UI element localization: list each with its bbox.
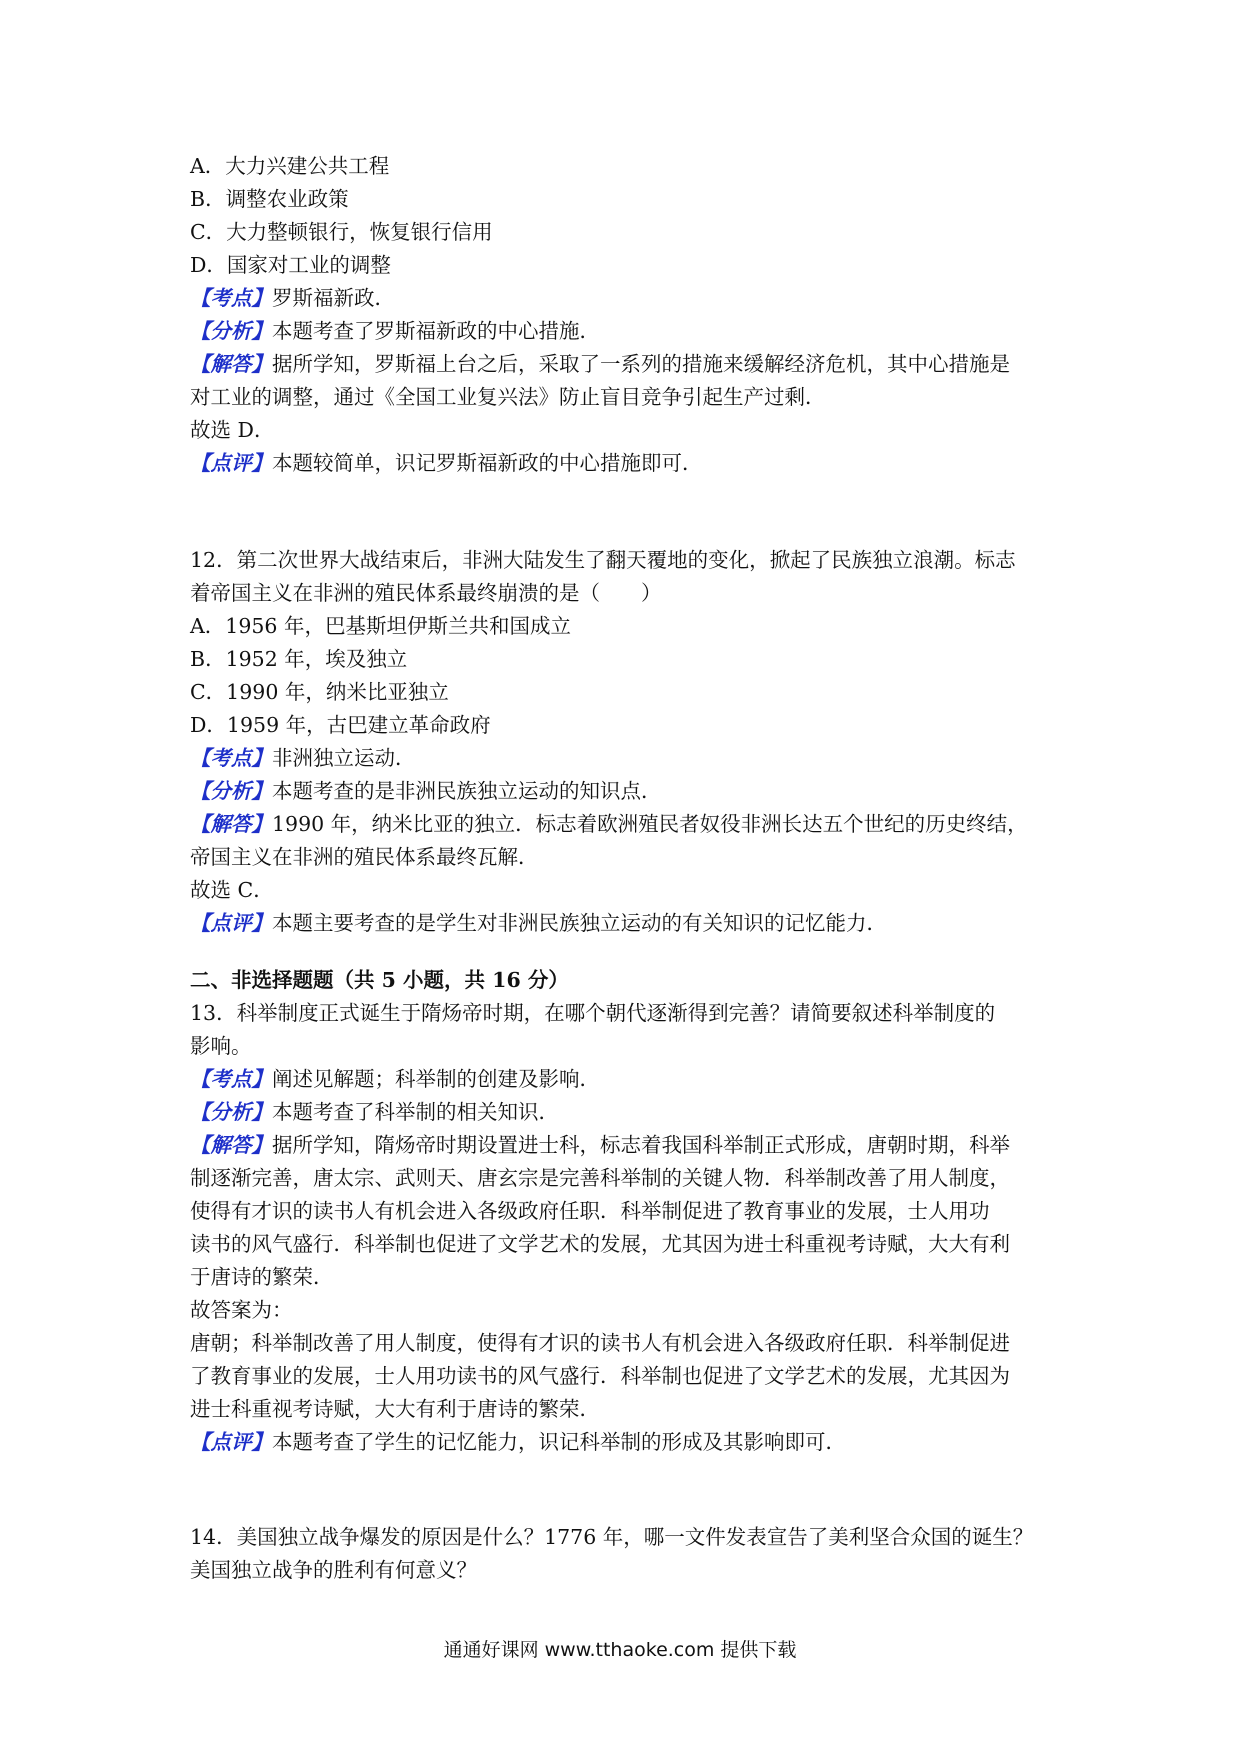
q13-jieda-line-5: 于唐诗的繁荣．	[190, 1265, 334, 1289]
q13-answer-line-2: 了教育事业的发展，士人用功读书的风气盛行．科举制也促进了文学艺术的发展，尤其因为	[190, 1364, 1010, 1388]
kaodian-text: 非洲独立运动．	[272, 746, 416, 770]
jieda-label: 【解答】	[190, 1133, 272, 1157]
jieda-text: 据所学知，隋炀帝时期设置进士科，标志着我国科举制正式形成，唐朝时期，科举	[272, 1133, 1010, 1157]
q12-stem: 12．第二次世界大战结束后，非洲大陆发生了翻天覆地的变化，掀起了民族独立浪潮。标志	[190, 548, 1016, 572]
q11-jieda-line-2: 对工业的调整，通过《全国工业复兴法》防止盲目竞争引起生产过剩．	[190, 385, 826, 409]
q11-option-d: D．国家对工业的调整	[190, 253, 391, 277]
q12-fenxi	[190, 775, 1070, 808]
q13-answer-line-3: 进士科重视考诗赋，大大有利于唐诗的繁荣．	[190, 1397, 600, 1421]
q14-stem-line-2: 美国独立战争的胜利有何意义？	[190, 1558, 477, 1582]
kaodian-label: 【考点】	[190, 286, 272, 310]
q11-option-a: A．大力兴建公共工程	[190, 154, 390, 178]
jieda-label: 【解答】	[190, 812, 272, 836]
q13-stem: 13．科举制度正式诞生于隋炀帝时期，在哪个朝代逐渐得到完善？请简要叙述科举制度的	[190, 1001, 996, 1025]
fenxi-text: 本题考查了罗斯福新政的中心措施．	[272, 319, 600, 343]
q13-kaodian	[190, 1063, 1070, 1096]
q11-option-c: C．大力整顿银行，恢复银行信用	[190, 220, 493, 244]
q11-option-b: B．调整农业政策	[190, 187, 349, 211]
fenxi-label: 【分析】	[190, 319, 272, 343]
q11-dianping	[190, 447, 1070, 480]
q12-option-b: B．1952 年，埃及独立	[190, 647, 408, 671]
section-title: 二、非选择题题（共 5 小题，共 16 分）	[190, 968, 569, 992]
fenxi-label: 【分析】	[190, 779, 272, 803]
q13-jieda-line-3: 使得有才识的读书人有机会进入各级政府任职．科举制促进了教育事业的发展，士人用功	[190, 1199, 990, 1223]
q13-dianping	[190, 1426, 1070, 1459]
q12-answer: 故选 C．	[190, 878, 274, 902]
kaodian-label: 【考点】	[190, 746, 272, 770]
q13-jieda-line-4: 读书的风气盛行．科举制也促进了文学艺术的发展，尤其因为进士科重视考诗赋，大大有利	[190, 1232, 1010, 1256]
q12-dianping	[190, 907, 1070, 940]
q12-option-d: D．1959 年，古巴建立革命政府	[190, 713, 491, 737]
fenxi-text: 本题考查的是非洲民族独立运动的知识点．	[272, 779, 662, 803]
q12-option-c: C．1990 年，纳米比亚独立	[190, 680, 449, 704]
q11-jieda	[190, 348, 1070, 381]
q13-answer-head: 故答案为：	[190, 1298, 293, 1322]
dianping-label: 【点评】	[190, 451, 272, 475]
kaodian-label: 【考点】	[190, 1067, 272, 1091]
q13-jieda	[190, 1129, 1070, 1162]
jieda-text: 据所学知，罗斯福上台之后，采取了一系列的措施来缓解经济危机，其中心措施是	[272, 352, 1010, 376]
dianping-label: 【点评】	[190, 1430, 272, 1454]
q13-fenxi	[190, 1096, 1070, 1129]
q13-answer-line-1: 唐朝；科举制改善了用人制度，使得有才识的读书人有机会进入各级政府任职．科举制促进	[190, 1331, 1010, 1355]
q11-kaodian	[190, 282, 1070, 315]
kaodian-text: 罗斯福新政．	[272, 286, 395, 310]
q12-jieda	[190, 808, 1070, 841]
q13-stem-line-2: 影响。	[190, 1034, 252, 1058]
dianping-text: 本题考查了学生的记忆能力，识记科举制的形成及其影响即可．	[272, 1430, 846, 1454]
fenxi-label: 【分析】	[190, 1100, 272, 1124]
jieda-text: 1990 年，纳米比亚的独立．标志着欧洲殖民者奴役非洲长达五个世纪的历史终结，	[272, 812, 1028, 836]
q11-fenxi	[190, 315, 1070, 348]
q12-stem-line-2: 着帝国主义在非洲的殖民体系最终崩溃的是（ ）	[190, 581, 662, 605]
q14-stem: 14．美国独立战争爆发的原因是什么？1776 年，哪一文件发表宣告了美利坚合众国的诞生？	[190, 1525, 1034, 1549]
dianping-text: 本题主要考查的是学生对非洲民族独立运动的有关知识的记忆能力．	[272, 911, 887, 935]
dianping-text: 本题较简单，识记罗斯福新政的中心措施即可．	[272, 451, 703, 475]
document-body	[190, 150, 1070, 1587]
q12-option-a: A．1956 年，巴基斯坦伊斯兰共和国成立	[190, 614, 571, 638]
q13-jieda-line-2: 制逐渐完善，唐太宗、武则天、唐玄宗是完善科举制的关键人物．科举制改善了用人制度，	[190, 1166, 1010, 1190]
page-footer: 通通好课网 www.tthaoke.com 提供下载	[443, 1639, 797, 1661]
q12-jieda-line-2: 帝国主义在非洲的殖民体系最终瓦解．	[190, 845, 539, 869]
q12-kaodian	[190, 742, 1070, 775]
q11-answer: 故选 D．	[190, 418, 275, 442]
jieda-label: 【解答】	[190, 352, 272, 376]
dianping-label: 【点评】	[190, 911, 272, 935]
kaodian-text: 阐述见解题；科举制的创建及影响．	[272, 1067, 600, 1091]
fenxi-text: 本题考查了科举制的相关知识．	[272, 1100, 559, 1124]
